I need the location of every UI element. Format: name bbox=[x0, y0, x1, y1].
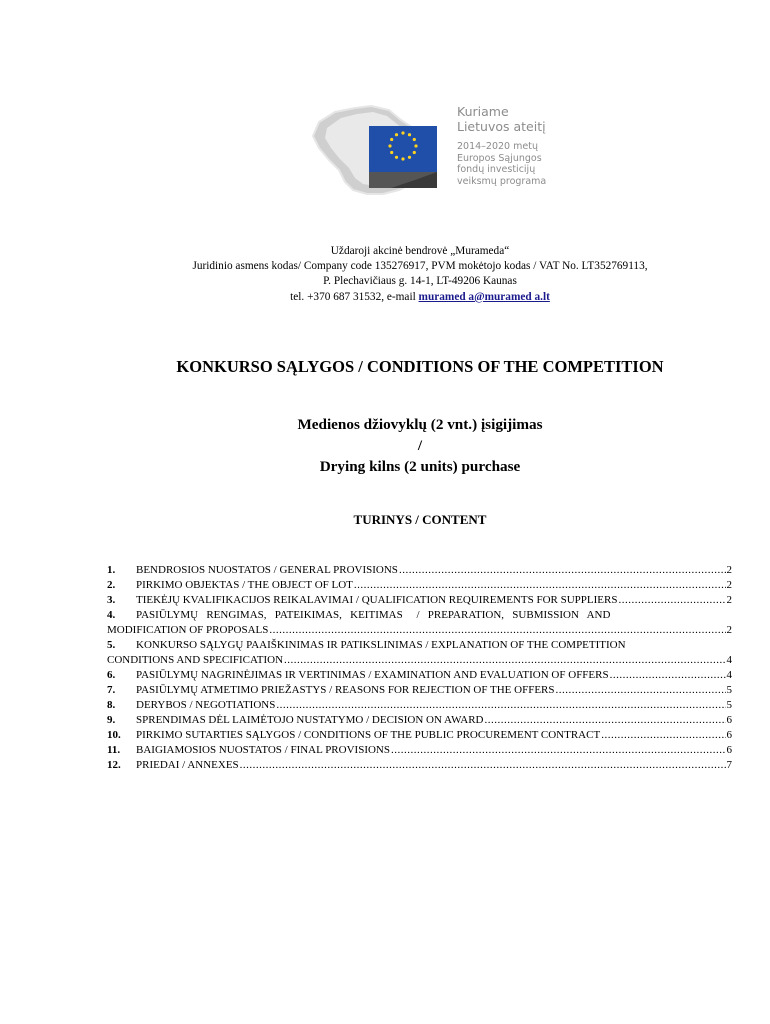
toc-heading: TURINYS / CONTENT bbox=[353, 512, 487, 527]
toc-number: 6. bbox=[107, 669, 116, 681]
toc-leader bbox=[284, 653, 725, 668]
toc-number: 4. bbox=[107, 609, 116, 621]
toc-text: BAIGIAMOSIOS NUOSTATOS / FINAL PROVISIONS bbox=[136, 744, 390, 756]
subtitle-en: Drying kilns (2 units) purchase bbox=[319, 458, 521, 475]
toc-number: 1. bbox=[107, 564, 116, 576]
toc-number: 10. bbox=[107, 729, 121, 741]
toc-number: 3. bbox=[107, 594, 116, 606]
toc-page: 5 bbox=[726, 684, 732, 696]
toc-page: 6 bbox=[726, 744, 732, 756]
contact-text: tel. +370 687 31532, e-mail bbox=[290, 290, 419, 303]
toc-text: BENDROSIOS NUOSTATOS / GENERAL PROVISIONS bbox=[136, 564, 398, 576]
company-codes: Juridinio asmens kodas/ Company code 135276917, PVM mokėtojo kodas / VAT No. LT352769113, bbox=[192, 260, 648, 273]
toc-number: 7. bbox=[107, 684, 116, 696]
logo-line: veiksmų programa bbox=[457, 175, 547, 187]
toc-text: CONDITIONS AND SPECIFICATION bbox=[107, 654, 284, 666]
toc-number: 8. bbox=[107, 699, 116, 711]
toc-number: 5. bbox=[107, 639, 116, 651]
lithuania-map-icon bbox=[305, 98, 455, 208]
toc-text: KONKURSO SĄLYGŲ PAAIŠKINIMAS IR PATIKSLINIMAS / EXPLANATION OF THE COMPETITION bbox=[136, 639, 626, 651]
toc-page: 2 bbox=[726, 564, 732, 576]
toc-page: 4 bbox=[726, 669, 732, 681]
toc-item[interactable] bbox=[107, 563, 732, 578]
toc-item[interactable] bbox=[107, 713, 732, 728]
logo-line: Kuriame bbox=[457, 104, 509, 119]
toc-number: 11. bbox=[107, 744, 121, 756]
toc-leader bbox=[391, 743, 726, 758]
toc-item-continuation[interactable] bbox=[107, 623, 732, 638]
toc-item-continuation[interactable] bbox=[107, 653, 732, 668]
email-link[interactable]: muramed a@muramed a.lt bbox=[418, 290, 550, 303]
toc-leader bbox=[610, 668, 726, 683]
toc-page: 2 bbox=[726, 579, 732, 591]
toc-item[interactable] bbox=[107, 698, 732, 713]
toc-leader bbox=[276, 698, 725, 713]
company-header bbox=[0, 244, 770, 305]
toc-text: TIEKĖJŲ KVALIFIKACIJOS REIKALAVIMAI / QUALIFICATION REQUIREMENTS FOR SUPPLIERS bbox=[136, 594, 618, 606]
toc-page: 4 bbox=[726, 654, 732, 666]
company-address: P. Plechavičiaus g. 14-1, LT-49206 Kaunas bbox=[323, 275, 517, 288]
toc-item[interactable] bbox=[107, 578, 732, 593]
toc-item[interactable] bbox=[107, 743, 732, 758]
toc-leader bbox=[601, 728, 725, 743]
toc-item[interactable] bbox=[107, 608, 732, 623]
toc-item[interactable] bbox=[107, 668, 732, 683]
toc-leader bbox=[618, 593, 725, 608]
logo-caption bbox=[457, 104, 546, 187]
logo-line: 2014–2020 metų bbox=[457, 141, 538, 152]
toc-text: PASIŪLYMŲ NAGRINĖJIMAS IR VERTINIMAS / EXAMINATION AND EVALUATION OF OFFERS bbox=[136, 669, 609, 681]
toc-text: PIRKIMO SUTARTIES SĄLYGOS / CONDITIONS OF THE PUBLIC PROCUREMENT CONTRACT bbox=[136, 729, 601, 741]
toc-page: 5 bbox=[726, 699, 732, 711]
toc-text: SPRENDIMAS DĖL LAIMĖTOJO NUSTATYMO / DECISION ON AWARD bbox=[136, 714, 484, 726]
toc-leader bbox=[399, 563, 726, 578]
logo-line: fondų investicijų bbox=[457, 164, 536, 176]
eu-funds-logo bbox=[305, 98, 555, 208]
toc-number: 12. bbox=[107, 759, 121, 771]
company-contact bbox=[0, 290, 770, 305]
toc-leader bbox=[240, 758, 726, 773]
logo-line: Lietuvos ateitį bbox=[457, 119, 546, 134]
document-title: KONKURSO SĄLYGOS / CONDITIONS OF THE COMPETITION bbox=[176, 357, 664, 376]
document-subtitle bbox=[0, 414, 770, 477]
toc-number: 9. bbox=[107, 714, 116, 726]
toc-page: 2 bbox=[726, 594, 732, 606]
toc-leader bbox=[269, 623, 725, 638]
toc-page: 2 bbox=[726, 624, 732, 636]
company-name: Uždaroji akcinė bendrovė „Murameda“ bbox=[330, 245, 510, 257]
logo-line: Europos Sąjungos bbox=[457, 152, 542, 164]
subtitle-lt: Medienos džiovyklų (2 vnt.) įsigijimas bbox=[297, 416, 543, 433]
subtitle-separator: / bbox=[417, 437, 423, 454]
toc-text: PIRKIMO OBJEKTAS / THE OBJECT OF LOT bbox=[136, 579, 353, 591]
toc-page: 7 bbox=[726, 759, 732, 771]
toc-leader bbox=[485, 713, 726, 728]
toc-item[interactable] bbox=[107, 758, 732, 773]
toc-text: MODIFICATION OF PROPOSALS bbox=[107, 624, 269, 636]
toc-page: 6 bbox=[726, 729, 732, 741]
toc-item[interactable] bbox=[107, 638, 732, 653]
toc-text: DERYBOS / NEGOTIATIONS bbox=[136, 699, 276, 711]
toc-text: PASIŪLYMŲ RENGIMAS, PATEIKIMAS, KEITIMAS / PREPARATION, SUBMISSION AND bbox=[136, 609, 611, 621]
toc-page: 6 bbox=[726, 714, 732, 726]
toc-leader bbox=[556, 683, 726, 698]
toc-leader bbox=[354, 578, 726, 593]
toc-item[interactable] bbox=[107, 728, 732, 743]
toc-text: PASIŪLYMŲ ATMETIMO PRIEŽASTYS / REASONS FOR REJECTION OF THE OFFERS bbox=[136, 684, 555, 696]
toc-text: PRIEDAI / ANNEXES bbox=[136, 759, 239, 771]
toc-number: 2. bbox=[107, 579, 116, 591]
toc-item[interactable] bbox=[107, 683, 732, 698]
table-of-contents bbox=[107, 563, 732, 773]
toc-item[interactable] bbox=[107, 593, 732, 608]
